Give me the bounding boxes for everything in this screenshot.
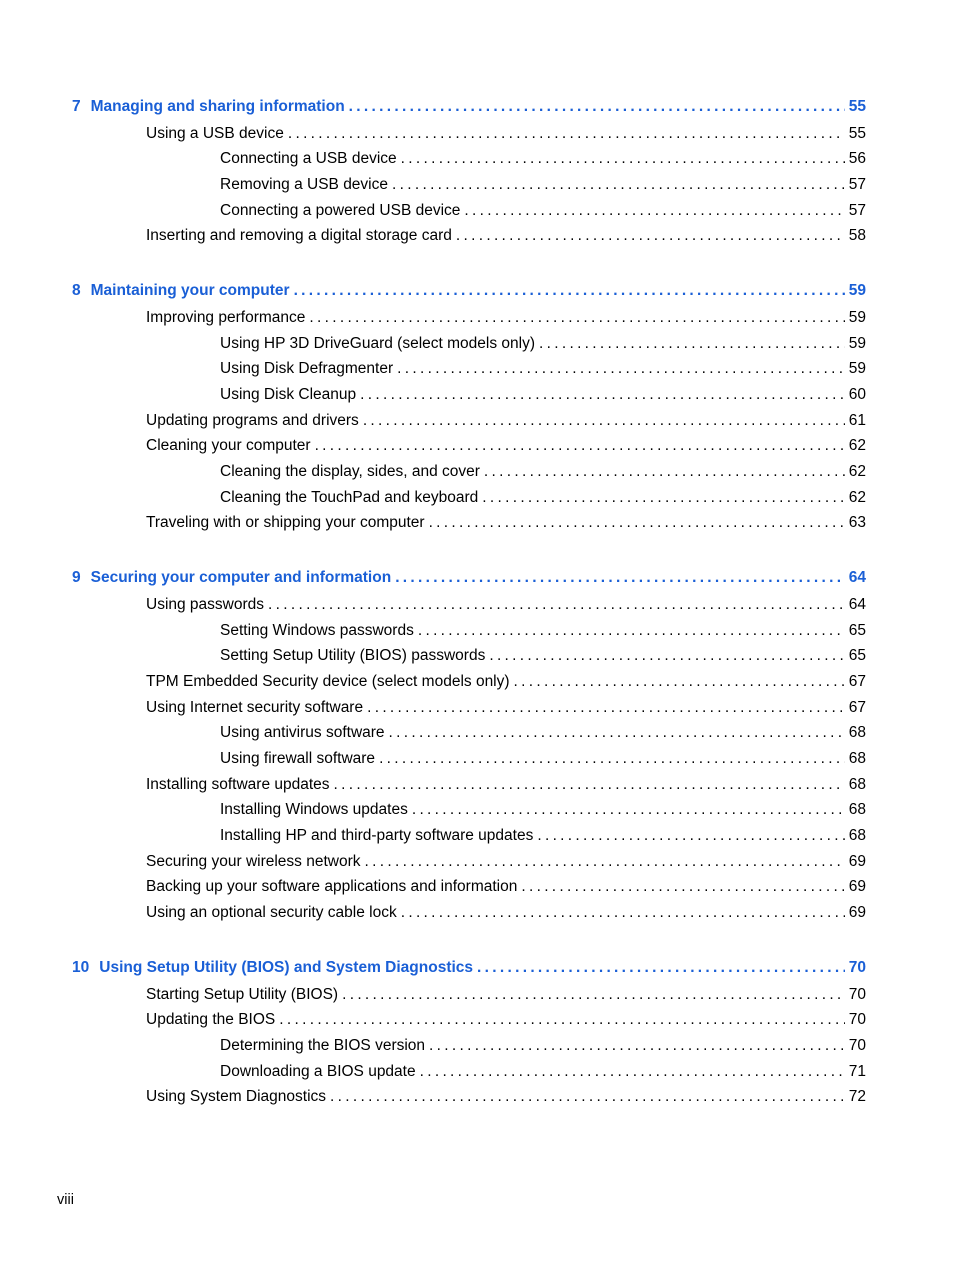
dot-leader [539,333,845,355]
entry-title: Cleaning the TouchPad and keyboard [220,489,479,506]
entry-page-number: 56 [848,150,866,167]
entry-page-number: 70 [848,959,866,976]
entry-page-number: 70 [848,986,866,1003]
toc-entry[interactable] [146,1086,866,1108]
entry-title: Downloading a BIOS update [220,1063,416,1080]
entry-page-number: 69 [848,853,866,870]
toc-entry[interactable] [220,748,866,770]
entry-title: Connecting a USB device [220,150,397,167]
entry-title: Starting Setup Utility (BIOS) [146,986,339,1003]
dot-leader [334,774,845,796]
entry-title: Improving performance [146,309,306,326]
toc-entry[interactable] [146,1009,866,1031]
dot-leader [401,902,845,924]
dot-leader [279,1009,845,1031]
toc-entry[interactable] [220,722,866,744]
entry-title: Using firewall software [220,750,376,767]
dot-leader [418,620,845,642]
entry-title: Backing up your software applications and information [146,878,518,895]
toc-entry[interactable] [146,697,866,719]
entry-page-number: 64 [848,596,866,613]
entry-page-number: 69 [848,904,866,921]
toc-entry[interactable] [146,774,866,796]
dot-leader [489,645,844,667]
entry-title: Maintaining your computer [90,282,290,299]
dot-leader [367,697,845,719]
entry-title: Traveling with or shipping your computer [146,514,425,531]
entry-page-number: 70 [848,1037,866,1054]
dot-leader [482,487,845,509]
dot-leader [330,1086,845,1108]
toc-entry[interactable] [220,1035,866,1057]
dot-leader [294,280,845,302]
entry-title: Determining the BIOS version [220,1037,426,1054]
dot-leader [315,435,845,457]
toc-entry[interactable] [220,174,866,196]
dot-leader [514,671,845,693]
entry-title: Securing your computer and information [90,569,392,586]
entry-page-number: 62 [848,489,866,506]
toc-entry[interactable] [146,902,866,924]
dot-leader [537,825,844,847]
dot-leader [412,799,845,821]
entry-title: Using antivirus software [220,724,385,741]
entry-page-number: 65 [848,647,866,664]
dot-leader [456,225,845,247]
dot-leader [401,148,845,170]
entry-page-number: 61 [848,412,866,429]
dot-leader [521,876,844,898]
toc-entry[interactable] [146,594,866,616]
toc-entry[interactable] [146,123,866,145]
toc-entry[interactable] [146,435,866,457]
dot-leader [268,594,845,616]
toc-entry[interactable] [220,200,866,222]
entry-title: Securing your wireless network [146,853,361,870]
page-number: viii [57,1192,74,1208]
entry-title: Using HP 3D DriveGuard (select models only) [220,335,535,352]
entry-title: Using Disk Cleanup [220,386,357,403]
entry-title: TPM Embedded Security device (select models only) [146,673,510,690]
entry-page-number: 70 [848,1011,866,1028]
entry-page-number: 58 [848,227,866,244]
toc-entry[interactable] [220,799,866,821]
entry-page-number: 64 [848,569,866,586]
entry-title: Installing software updates [146,776,330,793]
entry-title: Using Setup Utility (BIOS) and System Diagnostics [99,959,474,976]
toc-entry[interactable] [146,512,866,534]
dot-leader [484,461,845,483]
entry-title: Cleaning your computer [146,437,311,454]
chapter-number: 9 [72,569,81,586]
toc-entry[interactable] [146,225,866,247]
dot-leader [420,1061,845,1083]
entry-title: Removing a USB device [220,176,388,193]
toc-chapter-entry[interactable] [72,96,866,118]
dot-leader [389,722,845,744]
toc-entry[interactable] [220,333,866,355]
dot-leader [397,358,845,380]
toc-entry[interactable] [146,851,866,873]
entry-page-number: 59 [848,282,866,299]
entry-page-number: 68 [848,750,866,767]
toc-entry[interactable] [220,487,866,509]
dot-leader [360,384,845,406]
entry-page-number: 72 [848,1088,866,1105]
entry-page-number: 60 [848,386,866,403]
entry-page-number: 62 [848,437,866,454]
toc-entry[interactable] [220,645,866,667]
entry-page-number: 55 [848,98,866,115]
entry-page-number: 68 [848,801,866,818]
dot-leader [379,748,845,770]
toc-entry[interactable] [220,1061,866,1083]
entry-title: Using an optional security cable lock [146,904,397,921]
entry-title: Connecting a powered USB device [220,202,461,219]
entry-page-number: 63 [848,514,866,531]
entry-title: Installing HP and third-party software updates [220,827,534,844]
toc-entry[interactable] [146,307,866,329]
entry-page-number: 67 [848,673,866,690]
entry-title: Cleaning the display, sides, and cover [220,463,480,480]
toc-entry[interactable] [146,984,866,1006]
entry-page-number: 68 [848,827,866,844]
entry-page-number: 68 [848,776,866,793]
toc-entry[interactable] [146,876,866,898]
dot-leader [349,96,845,118]
chapter-number: 8 [72,282,81,299]
entry-title: Using passwords [146,596,265,613]
entry-page-number: 57 [848,176,866,193]
dot-leader [342,984,845,1006]
dot-leader [363,410,845,432]
entry-title: Using System Diagnostics [146,1088,327,1105]
entry-page-number: 71 [848,1063,866,1080]
dot-leader [392,174,845,196]
entry-title: Setting Windows passwords [220,622,414,639]
entry-page-number: 59 [848,309,866,326]
entry-title: Using Disk Defragmenter [220,360,394,377]
toc-entry[interactable] [220,384,866,406]
entry-page-number: 57 [848,202,866,219]
dot-leader [464,200,844,222]
toc-chapter-entry[interactable] [72,957,866,979]
entry-page-number: 59 [848,360,866,377]
entry-title: Managing and sharing information [90,98,345,115]
toc-chapter-entry[interactable] [72,280,866,302]
dot-leader [477,957,845,979]
dot-leader [309,307,844,329]
toc-entry[interactable] [146,410,866,432]
toc-entry[interactable] [220,825,866,847]
entry-title: Installing Windows updates [220,801,408,818]
entry-title: Using a USB device [146,125,284,142]
dot-leader [395,567,845,589]
entry-page-number: 59 [848,335,866,352]
toc-entry[interactable] [220,148,866,170]
toc-entry[interactable] [220,358,866,380]
entry-title: Inserting and removing a digital storage card [146,227,452,244]
dot-leader [288,123,845,145]
entry-title: Setting Setup Utility (BIOS) passwords [220,647,486,664]
entry-title: Updating the BIOS [146,1011,276,1028]
dot-leader [429,512,845,534]
chapter-number: 10 [72,959,90,976]
chapter-number: 7 [72,98,81,115]
entry-page-number: 69 [848,878,866,895]
dot-leader [365,851,845,873]
entry-page-number: 67 [848,699,866,716]
toc-chapter-entry[interactable] [72,567,866,589]
entry-page-number: 68 [848,724,866,741]
toc-entry[interactable] [146,671,866,693]
entry-page-number: 55 [848,125,866,142]
toc-entry[interactable] [220,620,866,642]
dot-leader [429,1035,845,1057]
entry-title: Updating programs and drivers [146,412,359,429]
toc-entry[interactable] [220,461,866,483]
entry-page-number: 62 [848,463,866,480]
entry-page-number: 65 [848,622,866,639]
entry-title: Using Internet security software [146,699,364,716]
